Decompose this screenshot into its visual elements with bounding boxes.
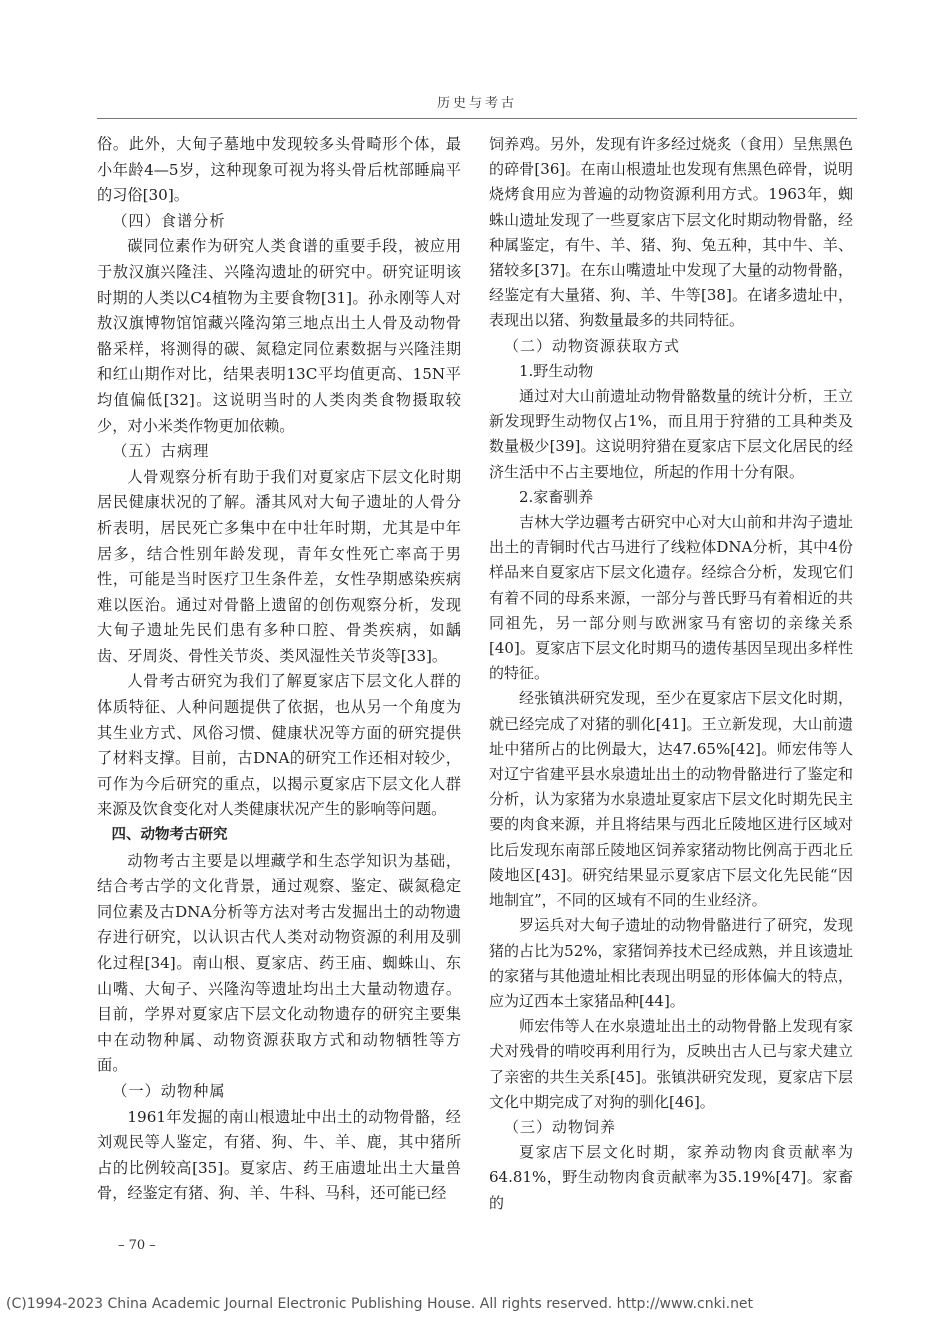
paragraph: 动物考古主要是以埋藏学和生态学知识为基础，结合考古学的文化背景，通过观察、鉴定、碳氮稳定同位素及古DNA分析等方法对考古发掘出土的动物遗存进行研究，以认识古代人类对动物资源的利用及驯化过程[34]。南山根、夏家店、药王庙、蜘蛛山、东山嘴、大甸子、兴隆沟等遗址均出土大量动物遗存。目前，学界对夏家店下层文化动物遗存的研究主要集中在动物种属、动物资源获取方式和动物牺牲等方面。 bbox=[97, 851, 461, 1075]
paragraph: 人骨观察分析有助于我们对夏家店下层文化时期居民健康状况的了解。潘其风对大甸子遗址的人骨分析表明，居民死亡多集中在中壮年时期，尤其是中年居多，结合性别年龄发现，青年女性死亡率高于男性，可能是当时医疗卫生条件差，女性孕期感染疾病难以医治。通过对骨骼上遗留的创伤观察分析，发现大甸子遗址先民们患有多种口腔、骨类疾病，如龋齿、牙周炎、骨性关节炎、类风湿性关节炎等[33]。 bbox=[97, 467, 461, 665]
paragraph: 经张镇洪研究发现，至少在夏家店下层文化时期，就已经完成了对猪的驯化[41]。王立新发现，大山前遗址中猪所占的比例最大，达47.65%[42]。师宏伟等人对辽宁省建平县水泉遗址出土的动物骨骼进行了鉴定和分析，认为家猪为水泉遗址夏家店下层文化时期先民主要的肉食来源，并且将结果与西北丘陵地区进行区域对比后发现东南部丘陵地区饲养家猪动物比例高于西北丘陵地区[43]。研究结果显示夏家店下层文化先民能“因地制宜”，不同的区域有不同的生业经济。 bbox=[489, 689, 853, 910]
header-rule bbox=[97, 118, 857, 119]
subsection-heading: （四）食谱分析 bbox=[112, 211, 226, 230]
section-heading: 四、动物考古研究 bbox=[111, 827, 228, 844]
paragraph: 罗运兵对大甸子遗址的动物骨骼进行了研究，发现猪的占比为52%，家猪饲养技术已经成熟，并且该遗址的家猪与其他遗址相比表现出明显的形体偏大的特点，应为辽西本土家猪品种[44]。 bbox=[489, 916, 853, 1010]
copyright-notice: (C)1994-2023 China Academic Journal Electronic Publishing House. All rights reserved. http://www.cnki.net bbox=[6, 1296, 754, 1312]
running-header: 历史与考古 bbox=[436, 96, 517, 111]
subsection-heading: （五）古病理 bbox=[112, 442, 210, 461]
paragraph: 师宏伟等人在水泉遗址出土的动物骨骼上发现有家犬对残骨的啃咬再利用行为，反映出古人已与家犬建立了亲密的共生关系[45]。张镇洪研究发现，夏家店下层文化中期完成了对狗的驯化[46]。 bbox=[489, 1017, 853, 1111]
subsection-heading: （三）动物饲养 bbox=[504, 1117, 617, 1136]
paragraph: 饲养鸡。另外，发现有许多经过烧炙（食用）呈焦黑色的碎骨[36]。在南山根遗址也发现有焦黑色碎骨，说明烧烤食用应为普遍的动物资源利用方式。1963年，蜘蛛山遗址发现了一些夏家店下层文化时期动物骨骼，经种属鉴定，有牛、羊、猪、狗、兔五种，其中牛、羊、猪较多[37]。在东山嘴遗址中发现了大量的动物骨骼，经鉴定有大量猪、狗、羊、牛等[38]。在诸多遗址中，表现出以猪、狗数量最多的共同特征。 bbox=[489, 135, 853, 330]
subheading-numbered: 1.野生动物 bbox=[519, 361, 594, 380]
subheading-numbered: 2.家畜驯养 bbox=[519, 487, 594, 506]
paragraph: 夏家店下层文化时期，家养动物肉食贡献率为64.81%，野生动物肉食贡献率为35.19%[47]。家畜的 bbox=[489, 1143, 853, 1212]
paragraph: 人骨考古研究为我们了解夏家店下层文化人群的体质特征、人种问题提供了依据，也从另一个角度为其生业方式、风俗习惯、健康状况等方面的研究提供了材料支撑。目前，古DNA的研究工作还相对较少，可作为今后研究的重点，以揭示夏家店下层文化人群来源及饮食变化对人类健康状况产生的影响等问题。 bbox=[97, 672, 461, 819]
paragraph: 吉林大学边疆考古研究中心对大山前和井沟子遗址出土的青铜时代古马进行了线粒体DNA分析，其中4份样品来自夏家店下层文化遗存。经综合分析，发现它们有着不同的母系来源，一部分与普氏野马有着相近的共同祖先，另一部分则与欧洲家马有密切的亲缘关系[40]。夏家店下层文化时期马的遗传基因呈现出多样性的特征。 bbox=[489, 513, 853, 683]
subsection-heading: （二）动物资源获取方式 bbox=[504, 336, 681, 355]
paragraph: 1961年发掘的南山根遗址中出土的动物骨骼，经刘观民等人鉴定，有猪、狗、牛、羊、鹿，其中猪所占的比例较高[35]。夏家店、药王庙遗址出土大量兽骨，经鉴定有猪、狗、羊、牛科、马科，还可能已经 bbox=[97, 1107, 461, 1203]
page-number: – 70 – bbox=[118, 1238, 156, 1253]
paragraph: 俗。此外，大甸子墓地中发现较多头骨畸形个体，最小年龄4—5岁，这种现象可视为将头骨后枕部睡扁平的习俗[30]。 bbox=[97, 135, 461, 205]
paragraph: 通过对大山前遗址动物骨骼数量的统计分析，王立新发现野生动物仅占1%，而且用于狩猎的工具种类及数量极少[39]。这说明狩猎在夏家店下层文化居民的经济生活中不占主要地位，所起的作用十分有限。 bbox=[489, 387, 853, 481]
subsection-heading: （一）动物种属 bbox=[112, 1081, 226, 1100]
left-column bbox=[97, 132, 461, 1207]
paragraph: 碳同位素作为研究人类食谱的重要手段，被应用于敖汉旗兴隆洼、兴隆沟遗址的研究中。研究证明该时期的人类以C4植物为主要食物[31]。孙永刚等人对敖汉旗博物馆馆藏兴隆沟第三地点出土人骨及动物骨骼采样，将测得的碳、氮稳定同位素数据与兴隆洼期和红山期作对比，结果表明13C平均值更高、15N平均值偏低[32]。这说明当时的人类肉类食物摄取较少，对小米类作物更加依赖。 bbox=[97, 237, 461, 435]
right-column bbox=[489, 132, 853, 1216]
